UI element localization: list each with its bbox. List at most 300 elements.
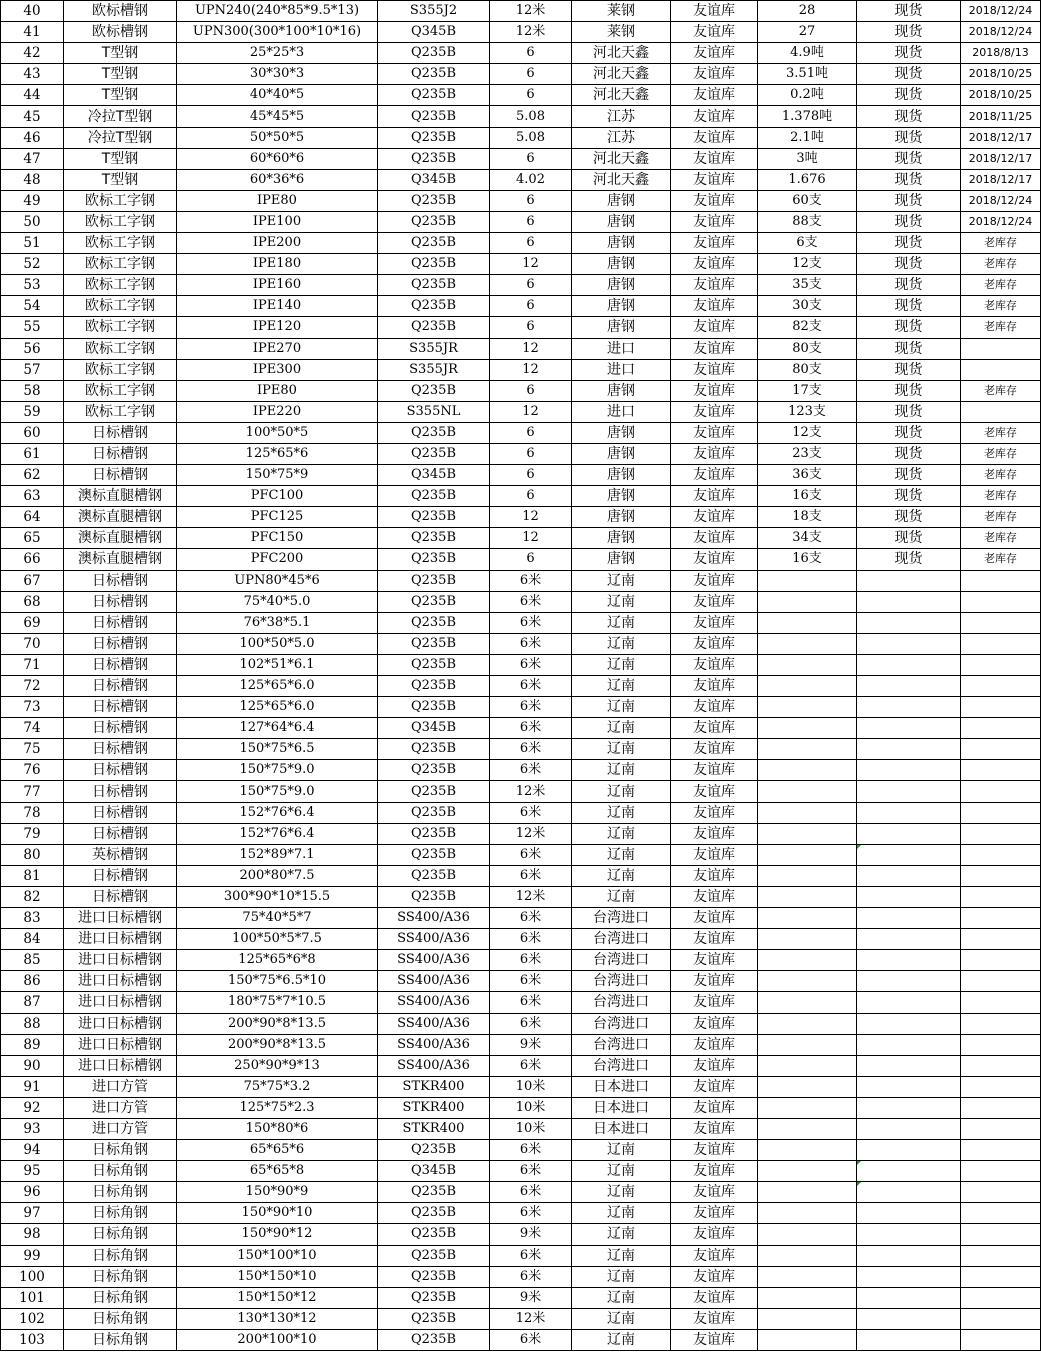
cell-name[interactable]: T型钢 — [64, 64, 177, 85]
cell-grade[interactable]: SS400/A36 — [378, 929, 490, 950]
cell-name[interactable]: 日标槽钢 — [64, 823, 177, 844]
cell-stock[interactable] — [857, 1203, 961, 1224]
cell-stock[interactable] — [857, 1245, 961, 1266]
cell-spec[interactable]: UPN300(300*100*10*16) — [177, 22, 378, 43]
cell-name[interactable]: 日标槽钢 — [64, 591, 177, 612]
cell-length[interactable]: 12 — [490, 254, 572, 275]
cell-no[interactable]: 74 — [1, 718, 64, 739]
cell-name[interactable]: 进口日标槽钢 — [64, 1055, 177, 1076]
cell-stock[interactable]: 现货 — [857, 85, 961, 106]
cell-length[interactable]: 6米 — [490, 1182, 572, 1203]
cell-stock[interactable]: 现货 — [857, 1, 961, 22]
cell-origin[interactable]: 唐钢 — [572, 422, 671, 443]
cell-name[interactable]: 欧标工字钢 — [64, 359, 177, 380]
cell-name[interactable]: 进口方管 — [64, 1097, 177, 1118]
cell-stock-comment-marker[interactable] — [857, 844, 961, 865]
cell-length[interactable]: 6米 — [490, 633, 572, 654]
cell-no[interactable]: 81 — [1, 865, 64, 886]
cell-stock[interactable]: 现货 — [857, 380, 961, 401]
cell-quantity[interactable]: 12支 — [758, 254, 857, 275]
cell-no[interactable]: 44 — [1, 85, 64, 106]
cell-spec[interactable]: 100*50*5 — [177, 422, 378, 443]
cell-warehouse[interactable]: 友谊库 — [671, 22, 758, 43]
cell-spec[interactable]: 152*89*7.1 — [177, 844, 378, 865]
cell-note[interactable] — [961, 1034, 1041, 1055]
cell-note[interactable] — [961, 865, 1041, 886]
cell-name[interactable]: 进口日标槽钢 — [64, 929, 177, 950]
cell-name[interactable]: 日标角钢 — [64, 1266, 177, 1287]
cell-length[interactable]: 6米 — [490, 1013, 572, 1034]
cell-grade[interactable]: SS400/A36 — [378, 950, 490, 971]
cell-note[interactable] — [961, 1097, 1041, 1118]
cell-note[interactable] — [961, 781, 1041, 802]
cell-no[interactable]: 61 — [1, 443, 64, 464]
cell-grade[interactable]: Q235B — [378, 1203, 490, 1224]
cell-quantity[interactable] — [758, 591, 857, 612]
cell-spec[interactable]: UPN80*45*6 — [177, 570, 378, 591]
cell-origin[interactable]: 辽南 — [572, 676, 671, 697]
cell-origin[interactable]: 辽南 — [572, 1224, 671, 1245]
cell-origin[interactable]: 辽南 — [572, 697, 671, 718]
cell-grade[interactable]: Q235B — [378, 1308, 490, 1329]
cell-quantity[interactable] — [758, 1287, 857, 1308]
cell-note[interactable] — [961, 1118, 1041, 1139]
cell-origin[interactable]: 唐钢 — [572, 254, 671, 275]
cell-grade[interactable]: Q235B — [378, 739, 490, 760]
cell-no[interactable]: 67 — [1, 570, 64, 591]
cell-spec[interactable]: 75*40*5.0 — [177, 591, 378, 612]
cell-note[interactable] — [961, 802, 1041, 823]
cell-name[interactable]: 澳标直腿槽钢 — [64, 549, 177, 570]
cell-name[interactable]: 欧标工字钢 — [64, 296, 177, 317]
cell-spec[interactable]: 76*38*5.1 — [177, 612, 378, 633]
cell-quantity[interactable] — [758, 739, 857, 760]
cell-quantity[interactable] — [758, 718, 857, 739]
cell-origin[interactable]: 辽南 — [572, 612, 671, 633]
cell-no[interactable]: 89 — [1, 1034, 64, 1055]
cell-warehouse[interactable]: 友谊库 — [671, 633, 758, 654]
cell-origin[interactable]: 河北天鑫 — [572, 43, 671, 64]
cell-name[interactable]: 进口日标槽钢 — [64, 950, 177, 971]
cell-name[interactable]: 欧标工字钢 — [64, 401, 177, 422]
cell-quantity[interactable]: 34支 — [758, 528, 857, 549]
cell-name[interactable]: 澳标直腿槽钢 — [64, 507, 177, 528]
cell-warehouse[interactable]: 友谊库 — [671, 992, 758, 1013]
cell-quantity[interactable]: 16支 — [758, 486, 857, 507]
cell-warehouse[interactable]: 友谊库 — [671, 865, 758, 886]
cell-warehouse[interactable]: 友谊库 — [671, 401, 758, 422]
cell-spec[interactable]: 30*30*3 — [177, 64, 378, 85]
cell-spec[interactable]: 250*90*9*13 — [177, 1055, 378, 1076]
cell-note[interactable]: 2018/12/24 — [961, 211, 1041, 232]
cell-spec[interactable]: 40*40*5 — [177, 85, 378, 106]
cell-origin[interactable]: 进口 — [572, 401, 671, 422]
cell-grade[interactable]: S355J2 — [378, 1, 490, 22]
cell-length[interactable]: 10米 — [490, 1076, 572, 1097]
cell-note[interactable] — [961, 1182, 1041, 1203]
cell-origin[interactable]: 辽南 — [572, 1203, 671, 1224]
cell-no[interactable]: 62 — [1, 465, 64, 486]
cell-no[interactable]: 100 — [1, 1266, 64, 1287]
cell-warehouse[interactable]: 友谊库 — [671, 1182, 758, 1203]
cell-quantity[interactable]: 0.2吨 — [758, 85, 857, 106]
cell-origin[interactable]: 辽南 — [572, 760, 671, 781]
cell-name[interactable]: T型钢 — [64, 148, 177, 169]
cell-warehouse[interactable]: 友谊库 — [671, 1329, 758, 1350]
cell-note[interactable] — [961, 929, 1041, 950]
cell-spec[interactable]: IPE80 — [177, 380, 378, 401]
cell-note[interactable] — [961, 908, 1041, 929]
cell-origin[interactable]: 辽南 — [572, 654, 671, 675]
cell-grade[interactable]: Q235B — [378, 781, 490, 802]
cell-warehouse[interactable]: 友谊库 — [671, 718, 758, 739]
cell-grade[interactable]: Q235B — [378, 1140, 490, 1161]
cell-stock[interactable]: 现货 — [857, 211, 961, 232]
cell-note[interactable]: 2018/10/25 — [961, 85, 1041, 106]
cell-no[interactable]: 40 — [1, 1, 64, 22]
cell-name[interactable]: 进口方管 — [64, 1076, 177, 1097]
cell-origin[interactable]: 台湾进口 — [572, 1013, 671, 1034]
cell-grade[interactable]: Q235B — [378, 443, 490, 464]
cell-no[interactable]: 75 — [1, 739, 64, 760]
cell-quantity[interactable] — [758, 697, 857, 718]
cell-origin[interactable]: 辽南 — [572, 1308, 671, 1329]
cell-no[interactable]: 60 — [1, 422, 64, 443]
cell-stock[interactable] — [857, 929, 961, 950]
cell-grade[interactable]: S355NL — [378, 401, 490, 422]
cell-stock[interactable] — [857, 1118, 961, 1139]
cell-spec[interactable]: 45*45*5 — [177, 106, 378, 127]
cell-warehouse[interactable]: 友谊库 — [671, 380, 758, 401]
cell-length[interactable]: 12米 — [490, 22, 572, 43]
cell-spec[interactable]: 150*80*6 — [177, 1118, 378, 1139]
cell-length[interactable]: 6 — [490, 275, 572, 296]
cell-stock[interactable] — [857, 1055, 961, 1076]
cell-no[interactable]: 102 — [1, 1308, 64, 1329]
cell-origin[interactable]: 日本进口 — [572, 1118, 671, 1139]
cell-no[interactable]: 41 — [1, 22, 64, 43]
cell-quantity[interactable]: 2.1吨 — [758, 127, 857, 148]
cell-length[interactable]: 12 — [490, 359, 572, 380]
cell-note[interactable] — [961, 823, 1041, 844]
cell-no[interactable]: 57 — [1, 359, 64, 380]
cell-stock[interactable]: 现货 — [857, 127, 961, 148]
cell-name[interactable]: 日标角钢 — [64, 1140, 177, 1161]
cell-stock[interactable] — [857, 1266, 961, 1287]
cell-stock[interactable]: 现货 — [857, 338, 961, 359]
cell-no[interactable]: 78 — [1, 802, 64, 823]
cell-no[interactable]: 82 — [1, 886, 64, 907]
cell-spec[interactable]: PFC125 — [177, 507, 378, 528]
cell-no[interactable]: 101 — [1, 1287, 64, 1308]
cell-warehouse[interactable]: 友谊库 — [671, 169, 758, 190]
cell-length[interactable]: 6 — [490, 64, 572, 85]
cell-note[interactable] — [961, 401, 1041, 422]
cell-stock[interactable] — [857, 1034, 961, 1055]
cell-warehouse[interactable]: 友谊库 — [671, 486, 758, 507]
cell-origin[interactable]: 江苏 — [572, 106, 671, 127]
cell-length[interactable]: 12米 — [490, 886, 572, 907]
cell-name[interactable]: 进口日标槽钢 — [64, 971, 177, 992]
cell-origin[interactable]: 河北天鑫 — [572, 64, 671, 85]
cell-spec[interactable]: 65*65*8 — [177, 1161, 378, 1182]
cell-name[interactable]: 日标槽钢 — [64, 760, 177, 781]
cell-note[interactable]: 老库存 — [961, 296, 1041, 317]
cell-spec[interactable]: 150*90*9 — [177, 1182, 378, 1203]
cell-name[interactable]: T型钢 — [64, 85, 177, 106]
cell-stock[interactable] — [857, 802, 961, 823]
cell-grade[interactable]: Q235B — [378, 844, 490, 865]
cell-spec[interactable]: 75*75*3.2 — [177, 1076, 378, 1097]
cell-name[interactable]: 日标角钢 — [64, 1329, 177, 1350]
cell-length[interactable]: 6米 — [490, 570, 572, 591]
cell-length[interactable]: 6米 — [490, 739, 572, 760]
cell-quantity[interactable] — [758, 1203, 857, 1224]
cell-length[interactable]: 12 — [490, 338, 572, 359]
cell-warehouse[interactable]: 友谊库 — [671, 823, 758, 844]
cell-grade[interactable]: Q235B — [378, 106, 490, 127]
cell-no[interactable]: 49 — [1, 190, 64, 211]
cell-no[interactable]: 99 — [1, 1245, 64, 1266]
cell-note[interactable]: 老库存 — [961, 422, 1041, 443]
cell-name[interactable]: 日标角钢 — [64, 1287, 177, 1308]
cell-origin[interactable]: 辽南 — [572, 570, 671, 591]
cell-no[interactable]: 68 — [1, 591, 64, 612]
cell-no[interactable]: 46 — [1, 127, 64, 148]
cell-stock[interactable]: 现货 — [857, 465, 961, 486]
cell-name[interactable]: 日标槽钢 — [64, 443, 177, 464]
cell-quantity[interactable] — [758, 1182, 857, 1203]
cell-no[interactable]: 55 — [1, 317, 64, 338]
cell-name[interactable]: 日标槽钢 — [64, 676, 177, 697]
cell-warehouse[interactable]: 友谊库 — [671, 1287, 758, 1308]
cell-name[interactable]: 日标槽钢 — [64, 781, 177, 802]
cell-note[interactable] — [961, 1224, 1041, 1245]
cell-stock[interactable]: 现货 — [857, 486, 961, 507]
cell-spec[interactable]: 150*90*12 — [177, 1224, 378, 1245]
cell-spec[interactable]: 152*76*6.4 — [177, 823, 378, 844]
cell-name[interactable]: 日标槽钢 — [64, 886, 177, 907]
cell-no[interactable]: 92 — [1, 1097, 64, 1118]
cell-name[interactable]: 澳标直腿槽钢 — [64, 486, 177, 507]
cell-spec[interactable]: 150*75*6.5*10 — [177, 971, 378, 992]
cell-no[interactable]: 79 — [1, 823, 64, 844]
cell-no[interactable]: 97 — [1, 1203, 64, 1224]
cell-warehouse[interactable]: 友谊库 — [671, 275, 758, 296]
cell-length[interactable]: 9米 — [490, 1224, 572, 1245]
cell-quantity[interactable] — [758, 1224, 857, 1245]
cell-stock[interactable] — [857, 676, 961, 697]
cell-note[interactable] — [961, 697, 1041, 718]
cell-grade[interactable]: Q235B — [378, 233, 490, 254]
cell-warehouse[interactable]: 友谊库 — [671, 528, 758, 549]
cell-warehouse[interactable]: 友谊库 — [671, 1161, 758, 1182]
cell-name[interactable]: 日标角钢 — [64, 1203, 177, 1224]
cell-warehouse[interactable]: 友谊库 — [671, 1034, 758, 1055]
cell-quantity[interactable]: 1.676 — [758, 169, 857, 190]
cell-stock[interactable] — [857, 886, 961, 907]
cell-origin[interactable]: 辽南 — [572, 844, 671, 865]
cell-origin[interactable]: 进口 — [572, 359, 671, 380]
cell-spec[interactable]: 127*64*6.4 — [177, 718, 378, 739]
cell-stock[interactable] — [857, 570, 961, 591]
cell-quantity[interactable]: 80支 — [758, 359, 857, 380]
cell-origin[interactable]: 辽南 — [572, 718, 671, 739]
cell-quantity[interactable] — [758, 1140, 857, 1161]
cell-no[interactable]: 86 — [1, 971, 64, 992]
cell-spec[interactable]: 75*40*5*7 — [177, 908, 378, 929]
cell-warehouse[interactable]: 友谊库 — [671, 211, 758, 232]
cell-name[interactable]: 欧标工字钢 — [64, 254, 177, 275]
cell-note[interactable]: 2018/12/17 — [961, 169, 1041, 190]
cell-quantity[interactable]: 27 — [758, 22, 857, 43]
cell-length[interactable]: 9米 — [490, 1034, 572, 1055]
cell-stock[interactable] — [857, 865, 961, 886]
cell-note[interactable]: 老库存 — [961, 528, 1041, 549]
cell-origin[interactable]: 莱钢 — [572, 22, 671, 43]
cell-stock[interactable] — [857, 760, 961, 781]
cell-name[interactable]: 澳标直腿槽钢 — [64, 528, 177, 549]
cell-grade[interactable]: Q235B — [378, 1182, 490, 1203]
cell-quantity[interactable]: 35支 — [758, 275, 857, 296]
cell-name[interactable]: 欧标工字钢 — [64, 275, 177, 296]
cell-warehouse[interactable]: 友谊库 — [671, 1140, 758, 1161]
cell-stock[interactable] — [857, 1224, 961, 1245]
cell-spec[interactable]: 180*75*7*10.5 — [177, 992, 378, 1013]
cell-stock[interactable] — [857, 718, 961, 739]
cell-grade[interactable]: SS400/A36 — [378, 1034, 490, 1055]
cell-origin[interactable]: 唐钢 — [572, 443, 671, 464]
cell-no[interactable]: 80 — [1, 844, 64, 865]
cell-grade[interactable]: Q235B — [378, 507, 490, 528]
cell-length[interactable]: 6 — [490, 486, 572, 507]
cell-warehouse[interactable]: 友谊库 — [671, 676, 758, 697]
cell-warehouse[interactable]: 友谊库 — [671, 296, 758, 317]
cell-grade[interactable]: Q235B — [378, 802, 490, 823]
cell-warehouse[interactable]: 友谊库 — [671, 127, 758, 148]
cell-spec[interactable]: 150*150*12 — [177, 1287, 378, 1308]
cell-quantity[interactable]: 88支 — [758, 211, 857, 232]
cell-note[interactable]: 2018/11/25 — [961, 106, 1041, 127]
cell-stock[interactable] — [857, 1308, 961, 1329]
cell-warehouse[interactable]: 友谊库 — [671, 971, 758, 992]
cell-name[interactable]: 日标角钢 — [64, 1182, 177, 1203]
cell-length[interactable]: 6米 — [490, 1055, 572, 1076]
cell-quantity[interactable]: 28 — [758, 1, 857, 22]
cell-length[interactable]: 6米 — [490, 676, 572, 697]
cell-quantity[interactable] — [758, 908, 857, 929]
cell-warehouse[interactable]: 友谊库 — [671, 612, 758, 633]
cell-origin[interactable]: 河北天鑫 — [572, 169, 671, 190]
cell-name[interactable]: 冷拉T型钢 — [64, 127, 177, 148]
cell-grade[interactable]: Q235B — [378, 549, 490, 570]
cell-no[interactable]: 94 — [1, 1140, 64, 1161]
cell-no[interactable]: 83 — [1, 908, 64, 929]
cell-grade[interactable]: STKR400 — [378, 1076, 490, 1097]
cell-quantity[interactable] — [758, 633, 857, 654]
cell-stock[interactable] — [857, 1097, 961, 1118]
cell-grade[interactable]: Q235B — [378, 190, 490, 211]
cell-note[interactable] — [961, 718, 1041, 739]
cell-origin[interactable]: 台湾进口 — [572, 1055, 671, 1076]
cell-no[interactable]: 70 — [1, 633, 64, 654]
cell-warehouse[interactable]: 友谊库 — [671, 929, 758, 950]
cell-grade[interactable]: Q235B — [378, 296, 490, 317]
cell-stock[interactable] — [857, 1287, 961, 1308]
cell-warehouse[interactable]: 友谊库 — [671, 908, 758, 929]
cell-note[interactable]: 2018/12/24 — [961, 190, 1041, 211]
cell-stock[interactable] — [857, 633, 961, 654]
cell-stock[interactable]: 现货 — [857, 401, 961, 422]
cell-no[interactable]: 50 — [1, 211, 64, 232]
cell-grade[interactable]: Q235B — [378, 1224, 490, 1245]
cell-length[interactable]: 12米 — [490, 1308, 572, 1329]
cell-note[interactable]: 2018/12/17 — [961, 127, 1041, 148]
cell-stock[interactable] — [857, 950, 961, 971]
cell-warehouse[interactable]: 友谊库 — [671, 254, 758, 275]
cell-warehouse[interactable]: 友谊库 — [671, 886, 758, 907]
cell-length[interactable]: 5.08 — [490, 127, 572, 148]
cell-quantity[interactable]: 123支 — [758, 401, 857, 422]
cell-spec[interactable]: IPE100 — [177, 211, 378, 232]
cell-grade[interactable]: Q235B — [378, 127, 490, 148]
cell-spec[interactable]: IPE220 — [177, 401, 378, 422]
cell-length[interactable]: 6米 — [490, 697, 572, 718]
cell-grade[interactable]: Q235B — [378, 570, 490, 591]
cell-grade[interactable]: Q235B — [378, 380, 490, 401]
cell-warehouse[interactable]: 友谊库 — [671, 233, 758, 254]
cell-grade[interactable]: Q345B — [378, 718, 490, 739]
cell-grade[interactable]: Q235B — [378, 64, 490, 85]
cell-warehouse[interactable]: 友谊库 — [671, 654, 758, 675]
cell-origin[interactable]: 唐钢 — [572, 465, 671, 486]
cell-no[interactable]: 58 — [1, 380, 64, 401]
cell-quantity[interactable] — [758, 1034, 857, 1055]
cell-stock[interactable]: 现货 — [857, 190, 961, 211]
cell-no[interactable]: 71 — [1, 654, 64, 675]
cell-warehouse[interactable]: 友谊库 — [671, 1076, 758, 1097]
cell-no[interactable]: 84 — [1, 929, 64, 950]
cell-note[interactable]: 老库存 — [961, 275, 1041, 296]
cell-no[interactable]: 90 — [1, 1055, 64, 1076]
cell-spec[interactable]: 100*50*5*7.5 — [177, 929, 378, 950]
cell-length[interactable]: 12米 — [490, 823, 572, 844]
cell-no[interactable]: 63 — [1, 486, 64, 507]
cell-spec[interactable]: UPN240(240*85*9.5*13) — [177, 1, 378, 22]
cell-note[interactable] — [961, 844, 1041, 865]
cell-stock[interactable] — [857, 697, 961, 718]
cell-length[interactable]: 6 — [490, 549, 572, 570]
cell-length[interactable]: 10米 — [490, 1097, 572, 1118]
cell-grade[interactable]: Q235B — [378, 654, 490, 675]
cell-spec[interactable]: PFC150 — [177, 528, 378, 549]
cell-no[interactable]: 91 — [1, 1076, 64, 1097]
cell-no[interactable]: 72 — [1, 676, 64, 697]
cell-stock[interactable]: 现货 — [857, 106, 961, 127]
cell-length[interactable]: 6米 — [490, 718, 572, 739]
cell-note[interactable] — [961, 633, 1041, 654]
cell-note[interactable] — [961, 971, 1041, 992]
cell-stock[interactable]: 现货 — [857, 317, 961, 338]
cell-name[interactable]: 日标槽钢 — [64, 654, 177, 675]
cell-quantity[interactable] — [758, 802, 857, 823]
cell-origin[interactable]: 唐钢 — [572, 233, 671, 254]
cell-no[interactable]: 59 — [1, 401, 64, 422]
cell-origin[interactable]: 江苏 — [572, 127, 671, 148]
cell-spec[interactable]: 150*90*10 — [177, 1203, 378, 1224]
cell-length[interactable]: 6米 — [490, 802, 572, 823]
cell-name[interactable]: 日标槽钢 — [64, 465, 177, 486]
